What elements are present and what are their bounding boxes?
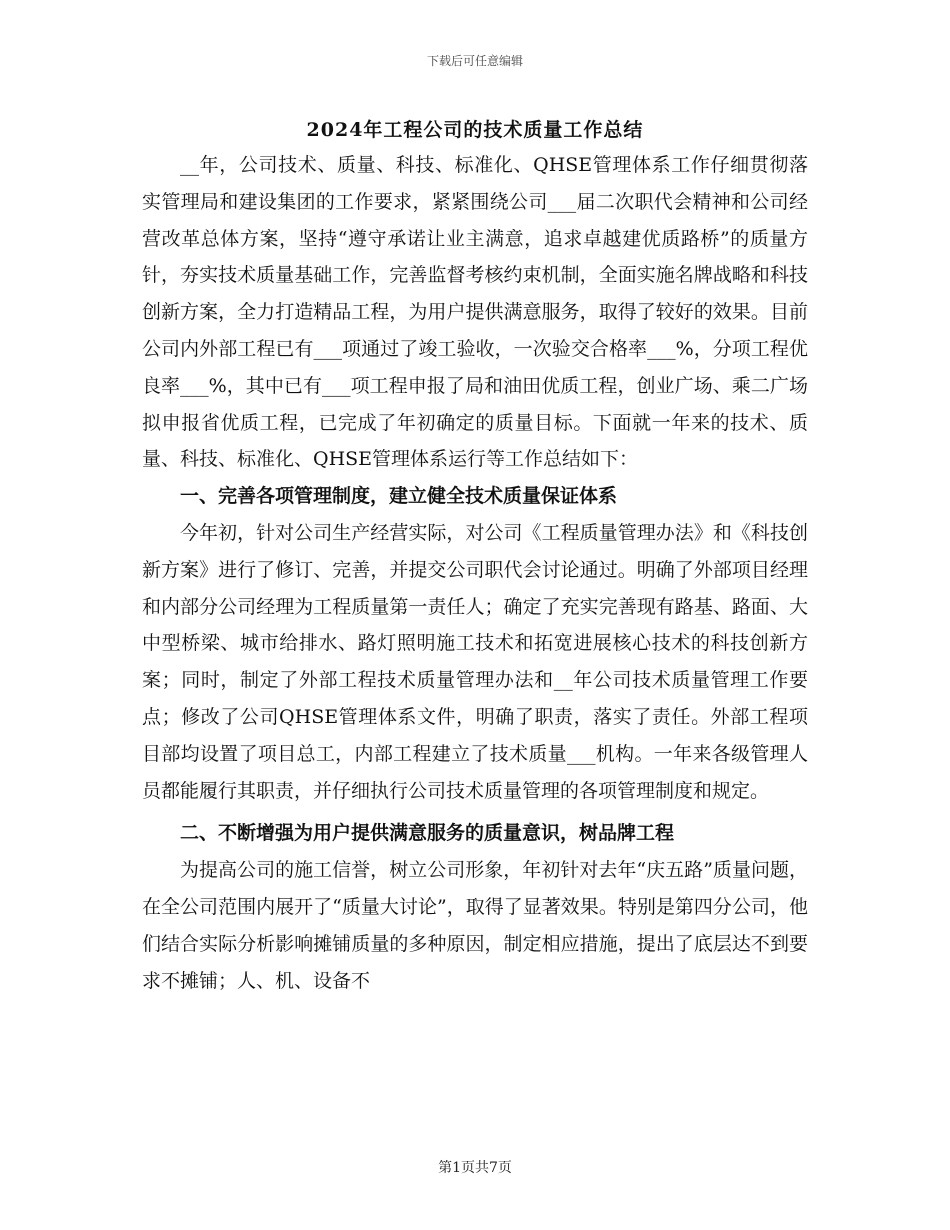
page-header-note: 下载后可任意编辑 (426, 54, 523, 68)
section-1-paragraph: 今年初，针对公司生产经营实际，对公司《工程质量管理办法》和《科技创新方案》进行了修订、完善，并提交公司职代会讨论通过。明确了外部项目经理和内部分公司经理为工程质量第一责任人；确定了充实完善现有路基、路面、大中型桥梁、城市给排水、路灯照明施工技术和拓宽进展核心技术的科技创新方案；同时，制定了外部工程技术质量管理办法和__年公司技术质量管理工作要点；修改了公司QHSE管理体系文件，明确了职责，落实了责任。外部工程项目部均设置了项目总工，内部工程建立了技术质量___机构。一年来各级管理人员都能履行其职责，并仔细执行公司技术质量管理的各项管理制度和规定。 (142, 521, 808, 802)
document-title: 2024年工程公司的技术质量工作总结 (306, 119, 644, 141)
section-2-heading: 二、不断增强为用户提供满意服务的质量意识，树品牌工程 (180, 822, 675, 845)
document-body (142, 147, 808, 999)
section-1-heading: 一、完善各项管理制度，建立健全技术质量保证体系 (180, 485, 618, 508)
page-number: 第1页共7页 (438, 1160, 512, 1176)
section-2-paragraph: 为提高公司的施工信誉，树立公司形象，年初针对去年“庆五路”质量问题，在全公司范围内展开了“质量大讨论”，取得了显著效果。特别是第四分公司，他们结合实际分析影响摊铺质量的多种原因，制定相应措施，提出了底层达不到要求不摊铺；人、机、设备不 (142, 859, 808, 992)
intro-paragraph: __年，公司技术、质量、科技、标准化、QHSE管理体系工作仔细贯彻落实管理局和建设集团的工作要求，紧紧围绕公司___届二次职代会精神和公司经营改革总体方案，坚持“遵守承诺让业主满意，追求卓越建优质路桥”的质量方针，夯实技术质量基础工作，完善监督考核约束机制，全面实施名牌战略和科技创新方案，全力打造精品工程，为用户提供满意服务，取得了较好的效果。目前公司内外部工程已有___项通过了竣工验收，一次验交合格率___%，分项工程优良率___%，其中已有___项工程申报了局和油田优质工程，创业广场、乘二广场拟申报省优质工程，已完成了年初确定的质量目标。下面就一年来的技术、质量、科技、标准化、QHSE管理体系运行等工作总结如下： (142, 154, 808, 471)
